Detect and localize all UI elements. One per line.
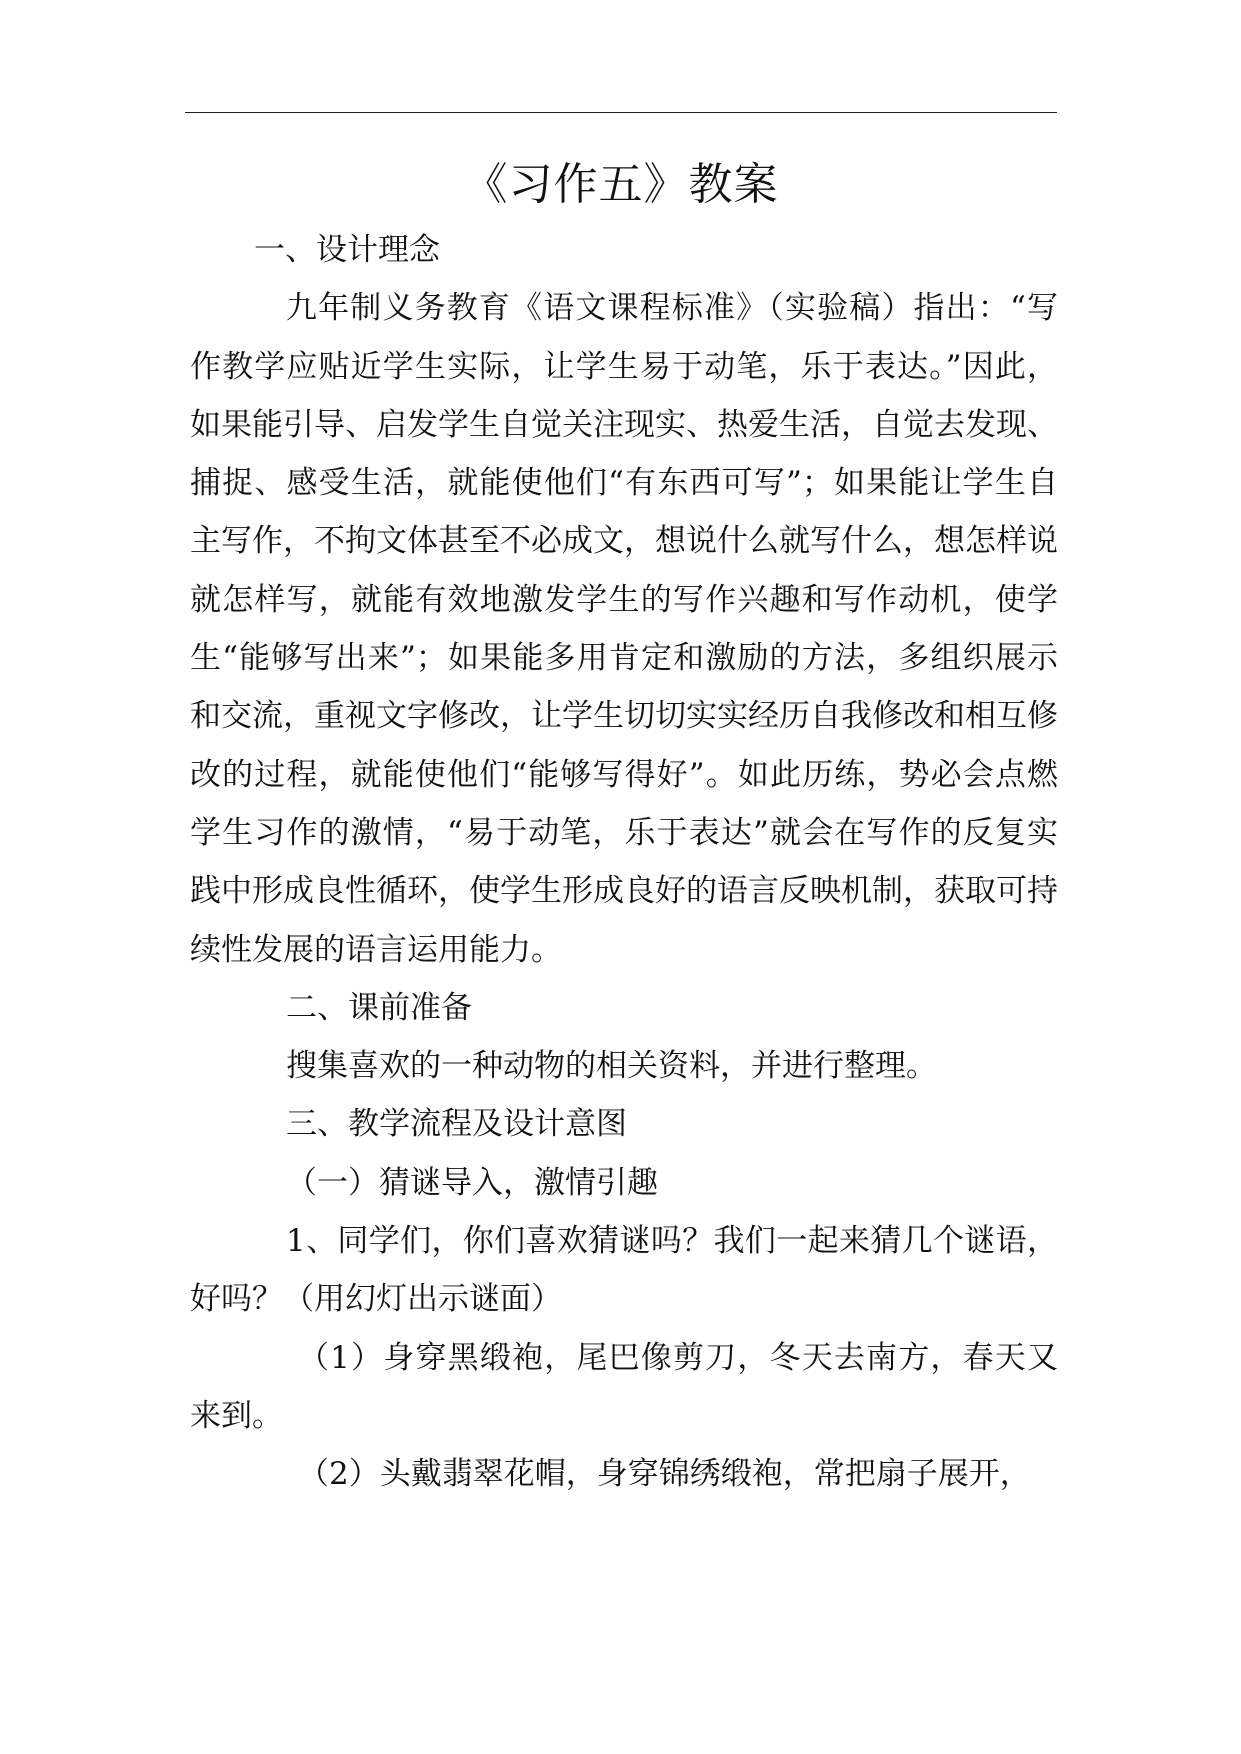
heading-preparation: 二、课前准备	[286, 989, 472, 1026]
paragraph-design-concept: 九年制义务教育《语文课程标准》（实验稿）指出：“写作教学应贴近学生实际，让学生易于动笔，乐于表达。”因此，如果能引导、启发学生自觉关注现实、热爱生活，自觉去发现、捕捉、感受生活，就能使他们“有东西可写”；如果能让学生自主写作，不拘文体甚至不必成文，想说什么就写什么，想怎样说就怎样写，就能有效地激发学生的写作兴趣和写作动机，使学生“能够写出来”；如果能多用肯定和激励的方法，多组织展示和交流，重视文字修改，让学生切切实实经历自我修改和相互修改的过程，就能使他们“能够写得好”。如此历练，势必会点燃学生习作的激情，“易于动笔，乐于表达”就会在写作的反复实践中形成良性循环，使学生形成良好的语言反映机制，获取可持续性发展的语言运用能力。	[190, 290, 1058, 968]
document-body	[190, 221, 1058, 1504]
riddle-item-2: （2）头戴翡翠花帽，身穿锦绣缎袍，常把扇子展开，	[298, 1456, 1031, 1493]
paragraph-preparation: 搜集喜欢的一种动物的相关资料，并进行整理。	[286, 1048, 937, 1085]
document-title: 《习作五》教案	[463, 159, 779, 210]
heading-teaching-process: 三、教学流程及设计意图	[286, 1106, 627, 1143]
riddle-item-1: （1）身穿黑缎袍，尾巴像剪刀，冬天去南方，春天又来到。	[190, 1339, 1058, 1434]
paragraph-riddle-prompt: 1、同学们，你们喜欢猜谜吗？我们一起来猜几个谜语，好吗？（用幻灯出示谜面）	[190, 1223, 1058, 1318]
subheading-riddle-intro: （一）猜谜导入，激情引趣	[286, 1164, 658, 1201]
heading-design-concept: 一、设计理念	[254, 232, 440, 268]
header-rule	[185, 112, 1057, 113]
